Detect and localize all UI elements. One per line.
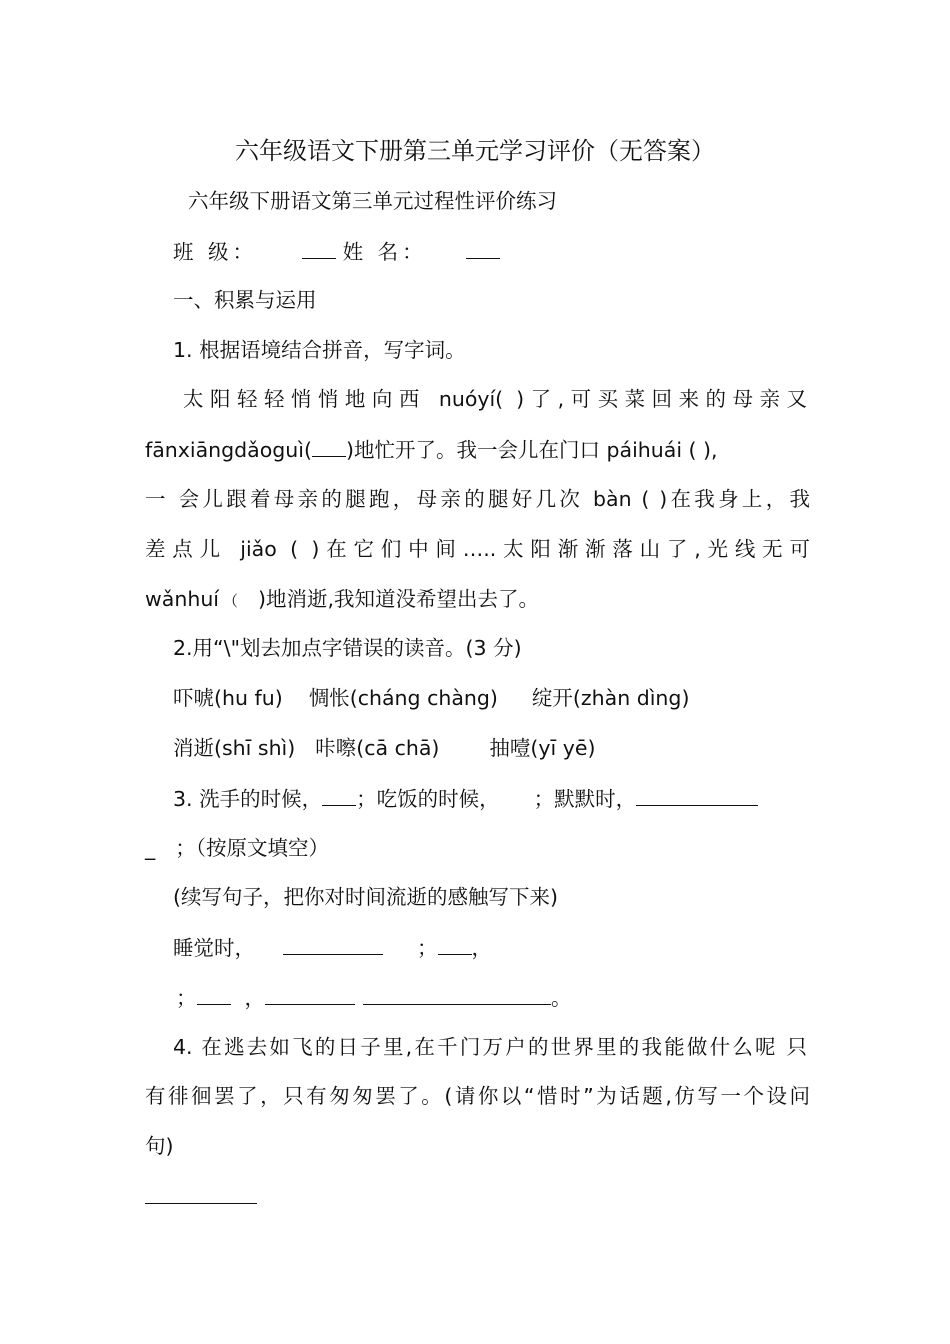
word-item: 消逝(shī shì)	[173, 736, 296, 760]
answer-blank	[438, 932, 472, 955]
class-label: 班 级：	[173, 240, 258, 264]
name-label: 姓 名：	[342, 240, 427, 264]
answer-blank	[197, 982, 231, 1005]
word-item: 吓唬(hu fu)	[173, 686, 283, 710]
class-blank	[302, 236, 336, 259]
question-4-line-3: 句)	[145, 1134, 174, 1158]
section-heading: 一、积累与运用	[173, 288, 317, 312]
question-1-line-4: 差点儿 jiǎo ( )在它们中间…..太阳渐渐落山了,光线无可	[145, 537, 810, 561]
answer-blank	[283, 932, 383, 955]
question-4-line-1: 4. 在逃去如飞的日子里,在千门万户的世界里的我能做什么呢 只	[173, 1035, 807, 1059]
word-item: 惆怅(cháng chàng)	[308, 686, 498, 710]
question-1-line-5: wǎnhuí （ )地消逝,我知道没希望出去了。	[145, 587, 540, 611]
answer-blank	[145, 1181, 257, 1204]
answer-blank	[265, 982, 355, 1005]
name-blank	[466, 236, 500, 259]
question-2-prompt: 2.用“\"划去加点字错误的读音。(3 分)	[173, 636, 522, 660]
question-1-prompt: 1. 根据语境结合拼音，写字词。	[173, 338, 466, 362]
answer-line	[145, 1181, 810, 1212]
question-2-row-2	[173, 733, 838, 763]
question-3-line-4: 睡觉时， ； ，	[173, 932, 838, 963]
word-item: 绽开(zhàn dìng)	[531, 686, 690, 710]
question-3-line-1: 3. 洗手的时候， ；吃饭的时候， ；默默时，	[173, 783, 838, 814]
word-item: 咔嚓(cā chā)	[315, 736, 440, 760]
answer-blank	[312, 434, 346, 457]
question-1-line-3: 一 会儿跟着母亲的腿跑，母亲的腿好几次 bàn ( )在我身上，我	[145, 487, 810, 511]
question-2-row-1	[173, 683, 838, 713]
question-3-line-5: ； ， 。	[176, 982, 841, 1013]
answer-blank	[322, 783, 356, 806]
answer-blank	[636, 783, 758, 806]
page-title: 六年级语文下册第三单元学习评价（无答案）	[235, 137, 715, 165]
question-3-instruction: (续写句子，把你对时间流逝的感触写下来)	[173, 885, 558, 909]
question-1-line-1: 太阳轻轻悄悄地向西 nuóyí( )了,可买菜回来的母亲又	[183, 387, 807, 411]
answer-blank	[363, 982, 551, 1005]
question-3-line-2: _ ；（按原文填空）	[145, 836, 329, 860]
word-item: 抽噎(yī yē)	[489, 736, 596, 760]
question-4-line-2: 有徘徊罢了，只有匆匆罢了。(请你以“惜时”为话题,仿写一个设问	[145, 1084, 810, 1108]
student-info-line	[173, 236, 838, 267]
subtitle: 六年级下册语文第三单元过程性评价练习	[188, 189, 557, 213]
question-1-line-2: fānxiāngdǎoguì( )地忙开了。我一会儿在门口 páihuái ( ),	[145, 434, 810, 465]
